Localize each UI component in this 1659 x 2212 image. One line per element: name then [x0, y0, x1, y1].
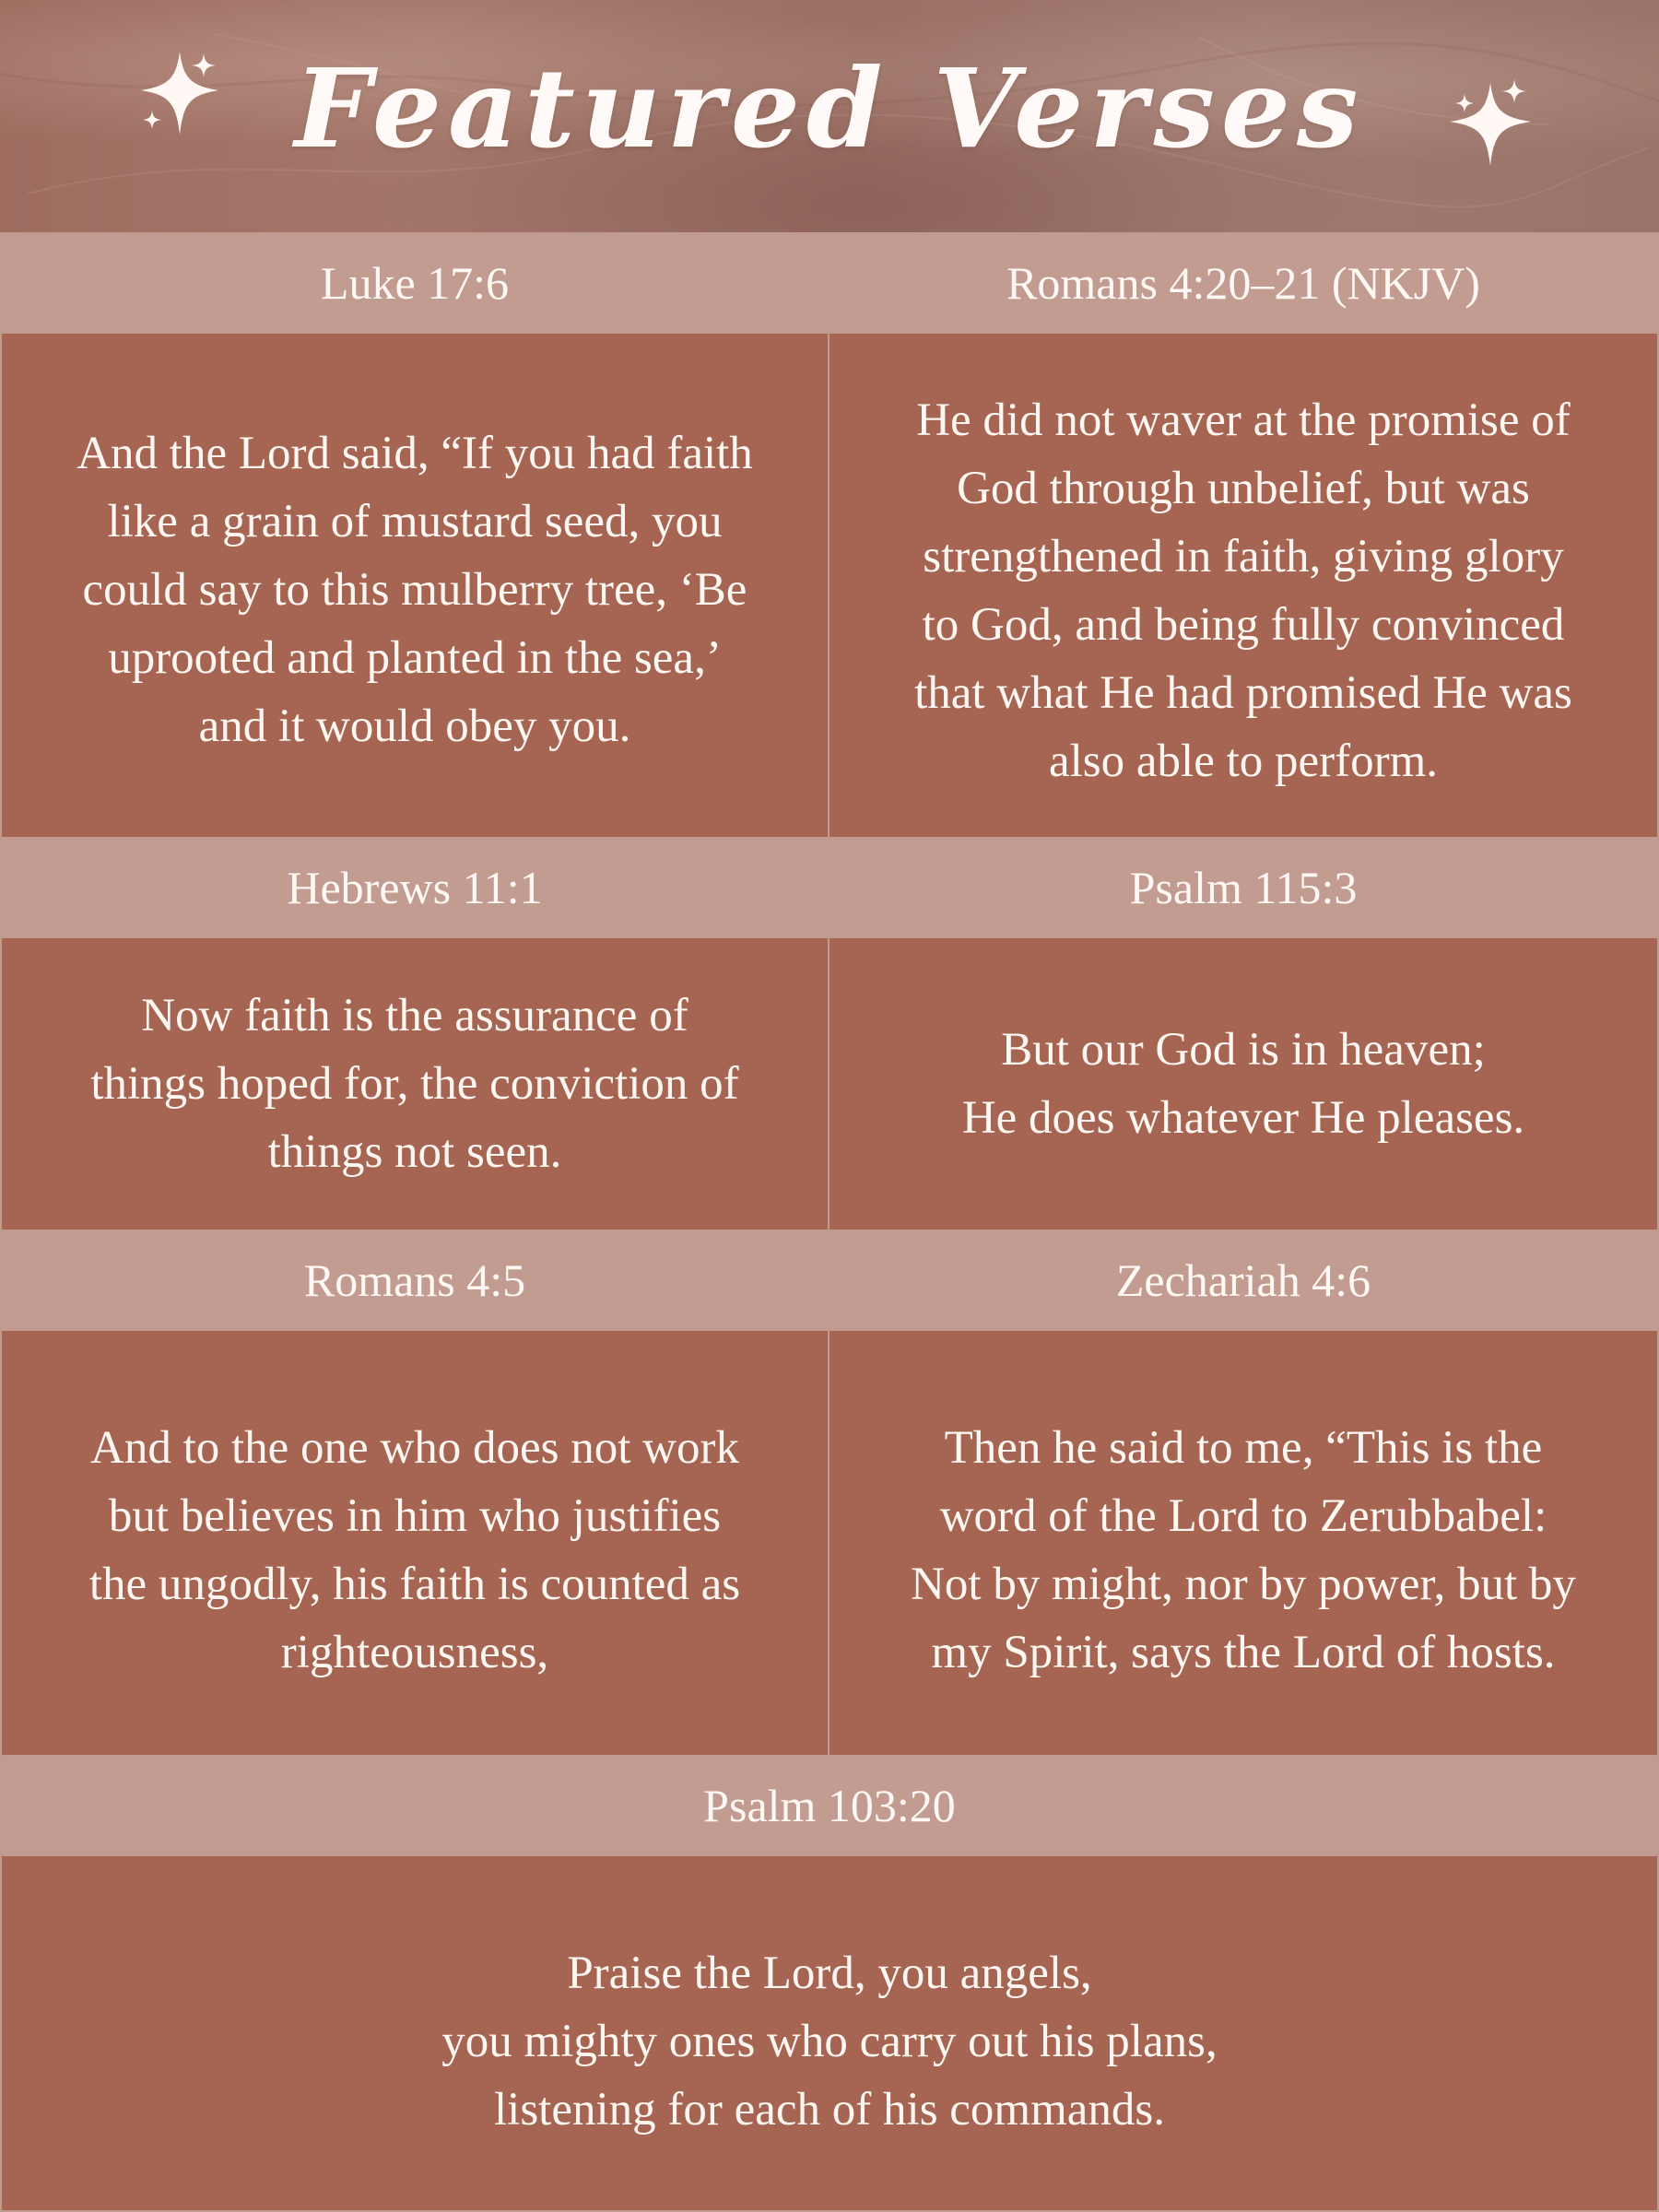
verse-reference: Romans 4:5 [0, 1230, 830, 1331]
verse-line: like a grain of mustard seed, you [107, 496, 723, 547]
verse-line: and it would obey you. [198, 700, 631, 752]
verse-line: you mighty ones who carry out his plans, [441, 2016, 1218, 2067]
verse-line: that what He had promised He was [914, 667, 1572, 719]
verse-text-block [0, 936, 830, 1231]
sparkle-icon [1442, 76, 1544, 177]
verse-line: but believes in him who justifies [108, 1490, 722, 1542]
verse-line: listening for each of his commands. [494, 2084, 1165, 2136]
verse-line: Not by might, nor by power, but by [911, 1559, 1576, 1610]
verse-line: Then he said to me, “This is the [944, 1422, 1543, 1474]
verse-reference: Psalm 115:3 [828, 837, 1659, 938]
verse-line: to God, and being fully convinced [922, 599, 1565, 651]
verse-line: Now faith is the assurance of [141, 990, 688, 1041]
title-banner [0, 0, 1659, 232]
verse-reference: Hebrews 11:1 [0, 837, 830, 938]
page-title: Featured Verses [294, 44, 1365, 172]
verse-line: also able to perform. [1048, 735, 1439, 787]
verse-line: things hoped for, the conviction of [90, 1058, 739, 1110]
verse-text-block [828, 1329, 1659, 1757]
verse-line: But our God is in heaven; [1001, 1024, 1486, 1076]
verse-line: God through unbelief, but was [957, 463, 1530, 514]
verse-line: uprooted and planted in the sea,’ [108, 632, 722, 684]
verse-line: the ungodly, his faith is counted as [88, 1559, 741, 1610]
verse-text-block [0, 1329, 830, 1757]
verse-text-block [828, 332, 1659, 839]
verse-reference: Luke 17:6 [0, 232, 830, 334]
verse-line: my Spirit, says the Lord of hosts. [931, 1627, 1556, 1678]
verse-line: And the Lord said, “If you had faith [76, 428, 753, 479]
verse-line: He did not waver at the promise of [916, 394, 1571, 446]
verse-text-block [0, 1854, 1659, 2212]
verse-line: And to the one who does not work [90, 1422, 739, 1474]
verse-reference: Psalm 103:20 [0, 1755, 1659, 1856]
verse-text-block [828, 936, 1659, 1231]
verse-line: righteousness, [280, 1627, 549, 1678]
verse-line: He does whatever He pleases. [961, 1092, 1525, 1144]
verse-line: strengthened in faith, giving glory [923, 531, 1564, 582]
verse-line: word of the Lord to Zerubbabel: [939, 1490, 1547, 1542]
verse-text-block [0, 332, 830, 839]
verse-line: Praise the Lord, you angels, [567, 1947, 1092, 1999]
verse-line: could say to this mulberry tree, ‘Be [82, 564, 747, 616]
verse-reference: Romans 4:20–21 (NKJV) [828, 232, 1659, 334]
verse-grid [0, 232, 1659, 2212]
verse-line: things not seen. [267, 1126, 562, 1178]
verse-reference: Zechariah 4:6 [828, 1230, 1659, 1331]
